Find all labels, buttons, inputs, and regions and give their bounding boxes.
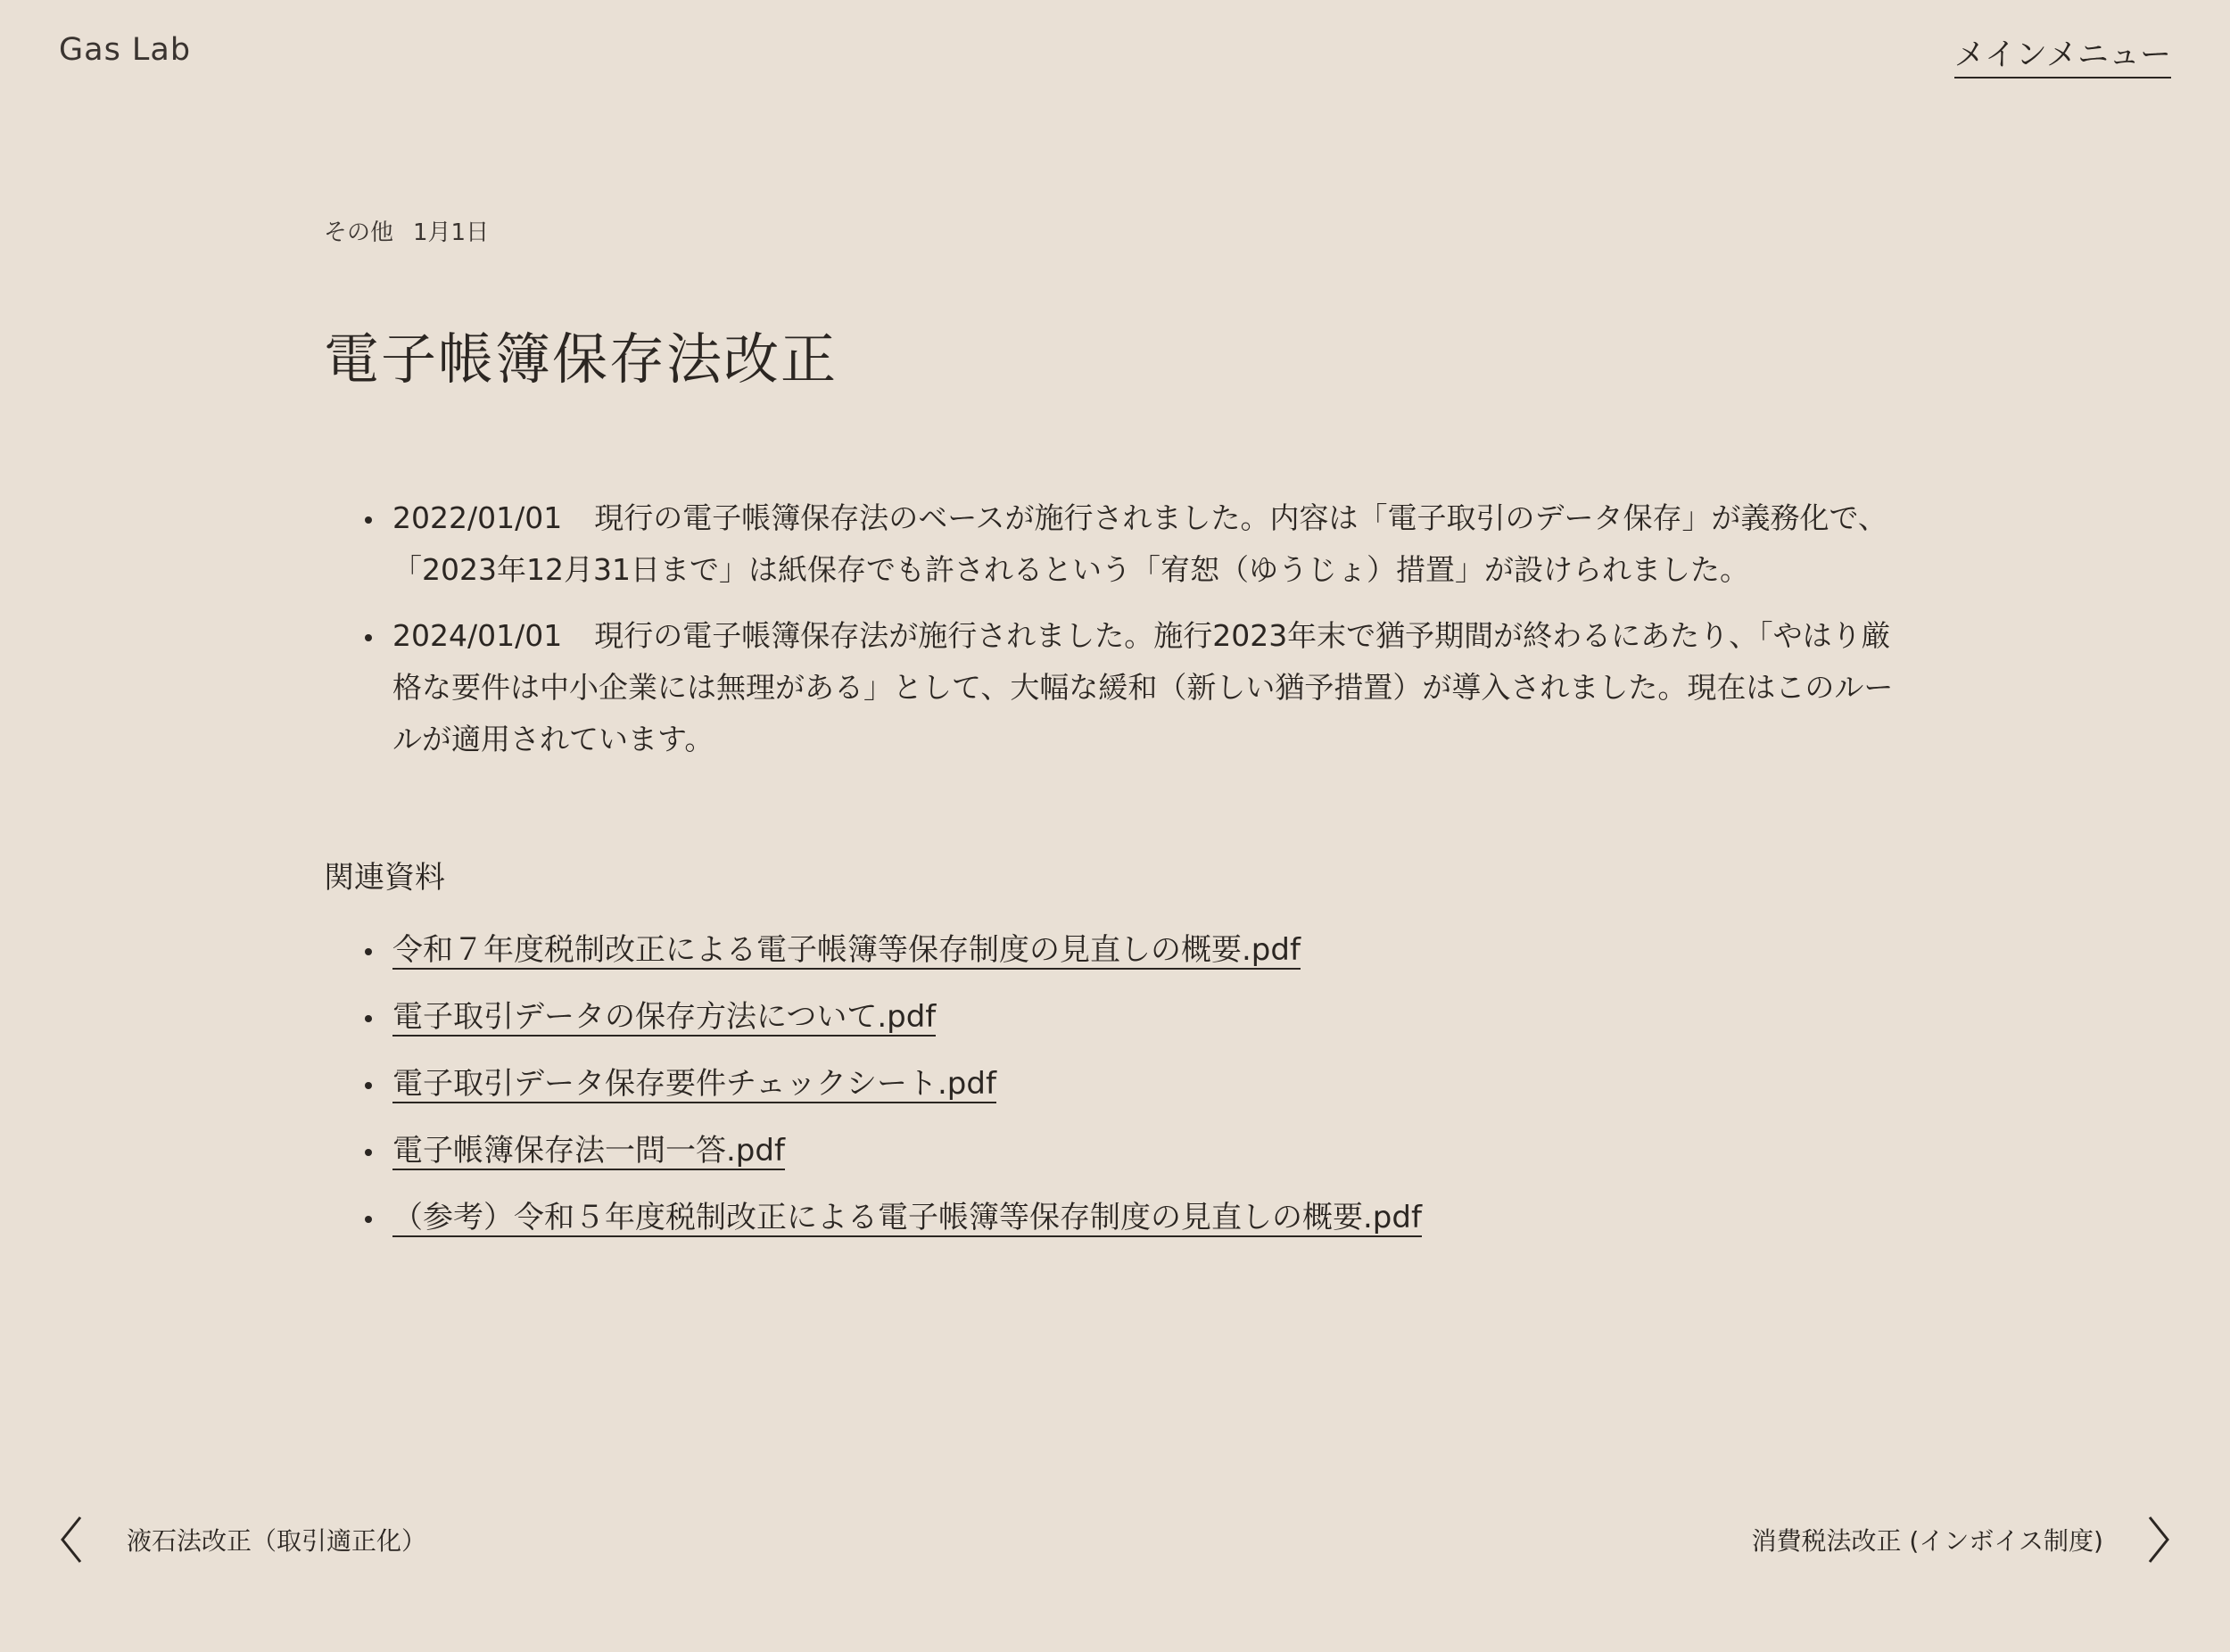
pager <box>0 1513 2230 1566</box>
site-logo[interactable]: Gas Lab <box>59 32 192 68</box>
reference-link[interactable]: 電子帳簿保存法一問一答.pdf <box>392 1133 785 1169</box>
reference-item <box>392 1198 1912 1237</box>
history-text: 現行の電子帳簿保存法のベースが施行されました。内容は「電子取引のデータ保存」が義務化で、「2023年12月31日まで」は紙保存でも許されるという「宥恕（ゆうじょ）措置」が設けられました。 <box>392 500 1887 587</box>
chevron-left-icon <box>59 1515 84 1565</box>
reference-link[interactable]: 令和７年度税制改正による電子帳簿等保存制度の見直しの概要.pdf <box>392 932 1301 968</box>
reference-link[interactable]: （参考）令和５年度税制改正による電子帳簿等保存制度の見直しの概要.pdf <box>392 1200 1422 1235</box>
history-item <box>392 492 1912 596</box>
prev-article-label: 液石法改正（取引適正化） <box>127 1526 427 1556</box>
article-meta <box>324 214 1912 250</box>
next-article-link[interactable] <box>1752 1513 2171 1566</box>
article-category: その他 <box>324 219 394 246</box>
main-menu-link[interactable]: メインメニュー <box>1954 30 2171 78</box>
reference-item <box>392 930 1912 970</box>
reference-link[interactable]: 電子取引データの保存方法について.pdf <box>392 999 937 1035</box>
history-date: 2024/01/01 <box>392 618 563 653</box>
reference-item <box>392 1131 1912 1170</box>
chevron-right-icon <box>2146 1515 2171 1565</box>
next-article-label: 消費税法改正 (インボイス制度) <box>1751 1526 2103 1556</box>
prev-article-link[interactable] <box>59 1513 426 1566</box>
reference-item <box>392 997 1912 1037</box>
article <box>324 214 1912 1265</box>
history-text: 現行の電子帳簿保存法が施行されました。施行2023年末で猶予期間が終わるにあたり、「やはり厳格な要件は中小企業には無理がある」として、大幅な緩和（新しい猶予措置）が導入されました。現在はこのルールが適用されています。 <box>392 618 1894 756</box>
reference-item <box>392 1064 1912 1103</box>
history-date: 2022/01/01 <box>392 500 563 535</box>
page-title: 電子帳簿保存法改正 <box>324 326 838 392</box>
references-list <box>324 930 1912 1237</box>
references-heading: 関連資料 <box>324 860 445 896</box>
reference-link[interactable]: 電子取引データ保存要件チェックシート.pdf <box>392 1066 996 1102</box>
article-date: 1月1日 <box>413 219 490 246</box>
history-item <box>392 610 1912 765</box>
history-list <box>324 492 1912 765</box>
